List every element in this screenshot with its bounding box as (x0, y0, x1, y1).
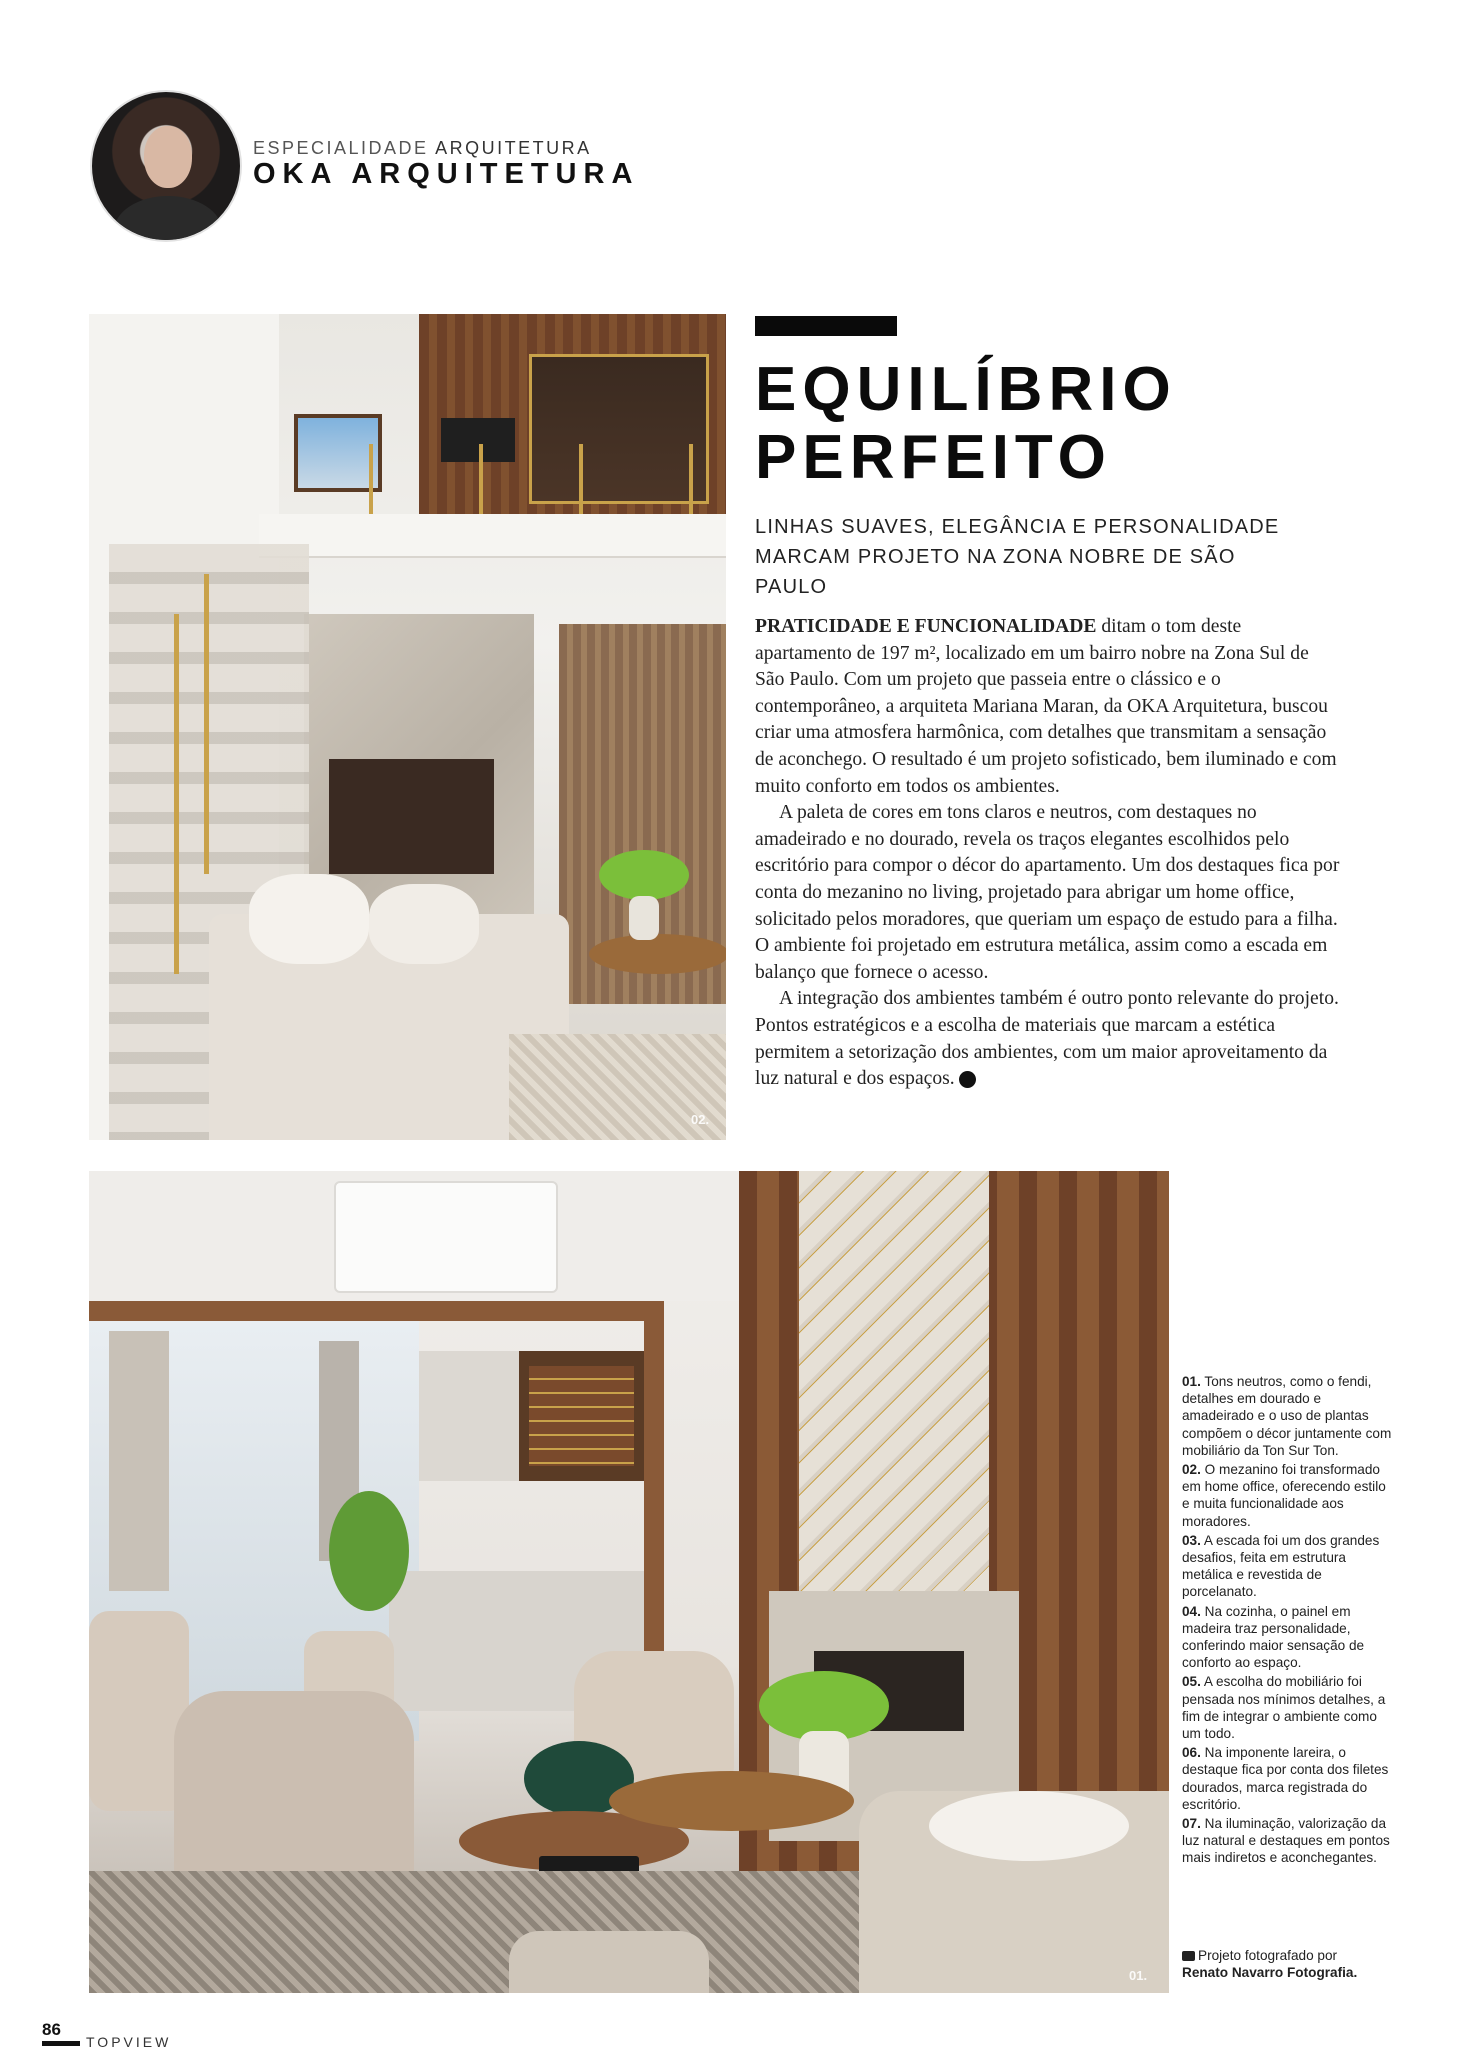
camera-icon (1182, 1951, 1195, 1961)
title-bar (755, 316, 897, 336)
brand-name: OKA ARQUITETURA (253, 158, 640, 190)
avatar-face (144, 126, 192, 188)
specialty-value: ARQUITETURA (435, 138, 592, 158)
footer-bar (42, 2041, 80, 2046)
paragraph-1-text: ditam o tom deste apartamento de 197 m², localizado em um bairro nobre na Zona Sul de São Paulo. Com um projeto que passeia entre o clássico e o contemporâneo, a arquiteta Mariana Maran, da OKA Arquitetura, buscou criar uma atmosfera harmônica, com detalhes que transmitam a sensação de aconchego. O resultado é um projeto sofisticado, bem iluminado e com muito conforto em todos os ambientes. (755, 616, 1337, 797)
article-subtitle: LINHAS SUAVES, ELEGÂNCIA E PERSONALIDADE MARCAM PROJETO NA ZONA NOBRE DE SÃO PAULO (755, 516, 1280, 598)
specialty-line (253, 138, 592, 159)
photo-captions (1182, 1373, 1392, 1869)
specialty-label: ESPECIALIDADE (253, 138, 429, 158)
avatar-shoulders (114, 196, 222, 242)
caption-01: 01. Tons neutros, como o fendi, detalhes em dourado e amadeirado e o uso de plantas compõem o décor juntamente com mobiliário da Ton Sur Ton. (1182, 1374, 1392, 1458)
paragraph-3-text: A integração dos ambientes também é outro ponto relevante do projeto. Pontos estratégicos e a escolha de materiais que marcam a estética permitem a setorização dos ambientes, com um maior aproveitamento da luz natural e dos espaços. (755, 988, 1339, 1090)
caption-07: 07. Na iluminação, valorização da luz natural e destaques em pontos mais indiretos e aconchegantes. (1182, 1816, 1390, 1866)
paragraph-3 (755, 986, 1340, 1092)
caption-05: 05. A escolha do mobiliário foi pensada nos mínimos detalhes, a fim de integrar o ambiente como um todo. (1182, 1674, 1386, 1742)
caption-06: 06. Na imponente lareira, o destaque fica por conta dos filetes dourados, marca registrada do escritório. (1182, 1745, 1389, 1812)
caption-02: 02. O mezanino foi transformado em home office, oferecendo estilo e muita funcionalidade aos moradores. (1182, 1462, 1386, 1529)
magazine-name: TOPVIEW (86, 2034, 172, 2050)
photo-living-kitchen (89, 1171, 1169, 1993)
architect-avatar (90, 90, 242, 242)
title-line-1: EQUILÍBRIO (755, 355, 1177, 424)
paragraph-1 (755, 614, 1340, 800)
credit-prefix: Projeto fotografado por (1198, 1948, 1338, 1963)
caption-03: 03. A escada foi um dos grandes desafios, feita em estrutura metálica e revestida de porcelanato. (1182, 1532, 1380, 1600)
photo-credit (1182, 1947, 1382, 1981)
page-number: 86 (42, 2020, 61, 2039)
article-body (755, 614, 1340, 1093)
credit-name: Renato Navarro Fotografia. (1182, 1965, 1358, 1981)
photo2-label: 01. (1129, 1968, 1148, 1983)
paragraph-2: A paleta de cores em tons claros e neutros, com destaques no amadeirado e no dourado, revela os traços elegantes escolhidos pelo escritório para compor o décor do apartamento. Um dos destaques fica por conta do mezanino no living, projetado para abrigar um home office, solicitado pelos moradores, que queriam um espaço de estudo para a filha. O ambiente foi projetado em estrutura metálica, assim como a escada em balanço que fornece o acesso. (755, 802, 1340, 983)
photo1-label: 02. (691, 1112, 710, 1127)
paragraph-lead: PRATICIDADE E FUNCIONALIDADE (755, 616, 1097, 637)
article-title (755, 356, 1255, 492)
caption-04: 04. Na cozinha, o painel em madeira traz personalidade, conferindo maior sensação de conforto ao espaço. (1182, 1603, 1365, 1671)
end-mark-icon: V (959, 1071, 976, 1088)
photo-living-mezzanine (89, 314, 726, 1140)
title-line-2: PERFEITO (755, 423, 1112, 492)
